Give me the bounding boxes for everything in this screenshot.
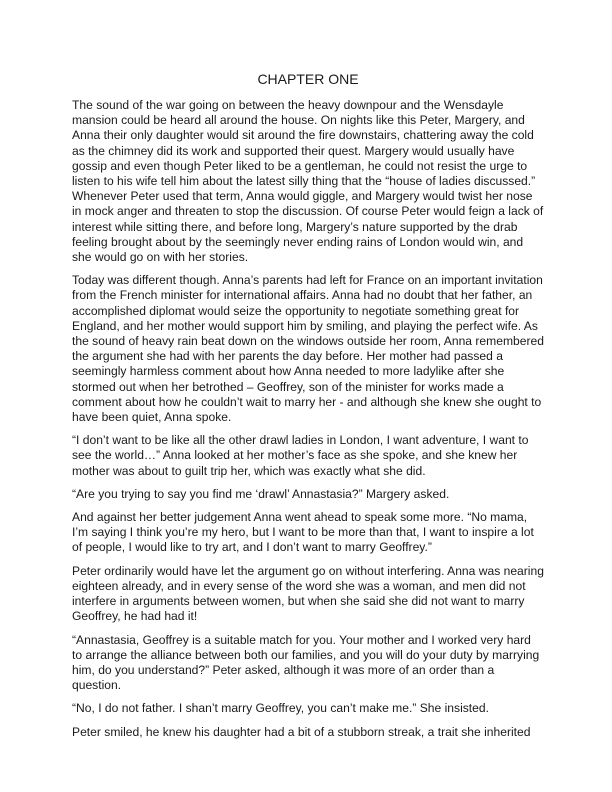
paragraph-7: “Annastasia, Geoffrey is a suitable match for you. Your mother and I worked very hard to arrange the alliance between both our families, and you will do your duty by marrying him, do you understand?” Peter asked, although it was more of an order than a question. bbox=[72, 632, 540, 693]
paragraph-8: “No, I do not father. I shan’t marry Geoffrey, you can’t make me.” She insisted. bbox=[72, 701, 489, 716]
paragraph-9: Peter smiled, he knew his daughter had a bit of a stubborn streak, a trait she inherited bbox=[72, 724, 531, 739]
paragraph-1: The sound of the war going on between the heavy downpour and the Wensdayle mansion could be heard all around the house. On nights like this Peter, Margery, and Anna their only daughter would sit around the fire downstairs, chattering away the cold as the chimney did its work and supported their quest. Margery would usually have gossip and even though Peter liked to be a gentleman, he could not resist the urge to listen to his wife tell him about the latest silly thing that the “house of ladies discussed.” Whenever Peter used that term, Anna would giggle, and Margery would twist her nose in mock anger and threaten to stop the discussion. Of course Peter would feign a lack of interest while sitting there, and before long, Margery’s nature supported by the drab feeling brought about by the seemingly never ending rains of London would win, and she would go on with her stories. bbox=[72, 98, 544, 265]
paragraph-4: “Are you trying to say you find me ‘drawl’ Annastasia?” Margery asked. bbox=[72, 486, 450, 501]
paragraph-2: Today was different though. Anna’s parents had left for France on an important invitation from the French minister for international affairs. Anna had no doubt that her father, an accomplished diplomat would seize the opportunity to negotiate something great for England, and her mother would support him by smiling, and playing the perfect wife. As the sound of heavy rain beat down on the windows outside her room, Anna remembered the argument she had with her parents the day before. Her mother had passed a seemingly harmless comment about how Anna needed to more ladylike after she stormed out when her betrothed – Geoffrey, son of the minister for works made a comment about how he couldn’t wait to marry her - and although she knew she ought to have been quiet, Anna spoke. bbox=[72, 273, 544, 425]
chapter-title: CHAPTER ONE bbox=[257, 71, 359, 87]
paragraph-3: “I don’t want to be like all the other drawl ladies in London, I want adventure, I want to see the world…” Anna looked at her mother’s face as she spoke, and she knew her mother was about to guilt trip her, which was exactly what she did. bbox=[72, 433, 529, 478]
paragraph-5: And against her better judgement Anna went ahead to speak some more. “No mama, I’m saying I think you’re my hero, but I want to be more than that, I want to inspire a lot of people, I would like to try art, and I don’t want to marry Geoffrey.” bbox=[72, 510, 534, 555]
document-page bbox=[72, 70, 544, 748]
paragraph-6: Peter ordinarily would have let the argument go on without interfering. Anna was nearing eighteen already, and in every sense of the word she was a woman, and men did not interfere in arguments between women, but when she said she did not want to marry Geoffrey, he had had it! bbox=[72, 563, 544, 624]
